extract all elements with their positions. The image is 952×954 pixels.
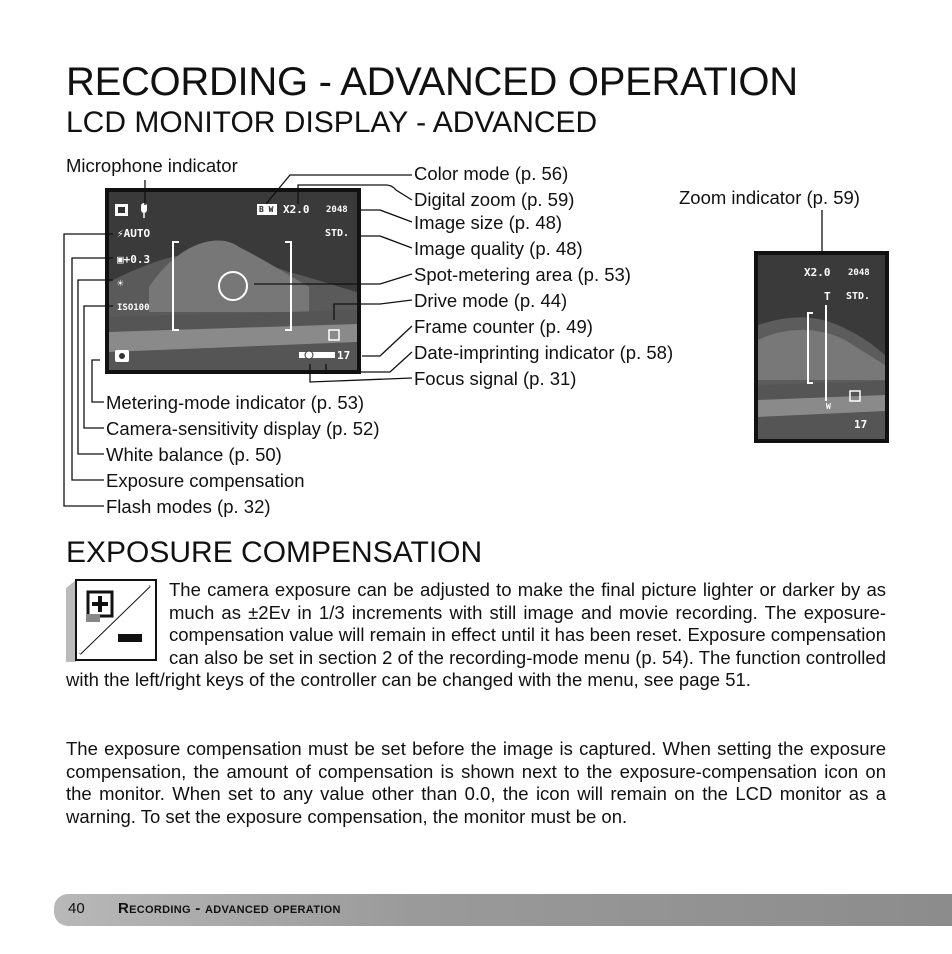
label-camera-sensitivity: Camera-sensitivity display (p. 52) [106, 418, 380, 439]
iso-readout: ISO100 [117, 303, 150, 313]
zoom-wide-marker: W [826, 402, 831, 411]
zoom-frame-counter: 17 [854, 418, 868, 431]
label-digital-zoom: Digital zoom (p. 59) [414, 189, 575, 210]
zoom-landscape-scene [758, 255, 885, 439]
color-mode-text: B W [259, 205, 274, 214]
section-title: EXPOSURE COMPENSATION [66, 536, 483, 569]
flash-mode-readout: ⚡AUTO [117, 227, 151, 240]
paragraph-2: The exposure compensation must be set before the image is captured. When setting the exposure compensation, the amount of compensation is shown next to the exposure-compensation icon on the monitor. When set to any value other than 0.0, the icon will remain on the LCD monitor as a warning. To set the exposure compensation, the monitor must be on. [66, 738, 886, 827]
exposure-comp-text: +0.3 [123, 253, 151, 266]
label-image-quality: Image quality (p. 48) [414, 238, 583, 259]
flash-mode-text: AUTO [123, 227, 151, 240]
label-microphone-indicator: Microphone indicator [66, 155, 238, 176]
paragraph-1-text: The camera exposure can be adjusted to make the final picture lighter or darker by as much as ±2Ev in 1/3 increments with still image and movie recording. The exposure-compensation value will remain in effect until it has been reset. Exposure compensation can also be set in section 2 of the recording-mode menu (p. 54). The function controlled with the left/right keys of the controller can be changed with the menu, see page 51. [66, 579, 886, 690]
label-exposure-compensation: Exposure compensation [106, 470, 305, 491]
white-balance-icon: ☀ [117, 277, 124, 290]
label-zoom-indicator: Zoom indicator (p. 59) [679, 187, 860, 208]
page-subtitle: LCD MONITOR DISPLAY - ADVANCED [66, 106, 598, 139]
page-title: RECORDING - ADVANCED OPERATION [66, 60, 798, 104]
zoom-image-size: 2048 [848, 268, 870, 278]
label-color-mode: Color mode (p. 56) [414, 163, 569, 184]
label-frame-counter: Frame counter (p. 49) [414, 316, 593, 337]
label-metering-mode: Metering-mode indicator (p. 53) [106, 392, 365, 413]
exposure-comp-readout: ▣+0.3 [117, 253, 151, 266]
label-flash-modes: Flash modes (p. 32) [106, 496, 271, 517]
label-image-size: Image size (p. 48) [414, 212, 563, 233]
zoom-digital-readout: X2.0 [804, 266, 831, 279]
zoom-quality: STD. [846, 291, 871, 302]
label-drive-mode: Drive mode (p. 44) [414, 290, 568, 311]
label-white-balance: White balance (p. 50) [106, 444, 282, 465]
label-focus-signal: Focus signal (p. 31) [414, 368, 577, 389]
image-size-readout: 2048 [326, 205, 348, 215]
frame-counter-readout: 17 [337, 349, 351, 362]
zoom-lcd-image [754, 251, 889, 443]
digital-zoom-readout: X2.0 [283, 203, 310, 216]
label-spot-metering: Spot-metering area (p. 53) [414, 264, 631, 285]
zoom-tele-marker: T [824, 290, 831, 303]
paragraph-1 [66, 579, 886, 692]
page-number: 40 [68, 900, 85, 917]
quality-readout: STD. [325, 228, 350, 239]
running-title: Recording - advanced operation [118, 900, 341, 917]
label-date-imprinting: Date-imprinting indicator (p. 58) [414, 342, 674, 363]
